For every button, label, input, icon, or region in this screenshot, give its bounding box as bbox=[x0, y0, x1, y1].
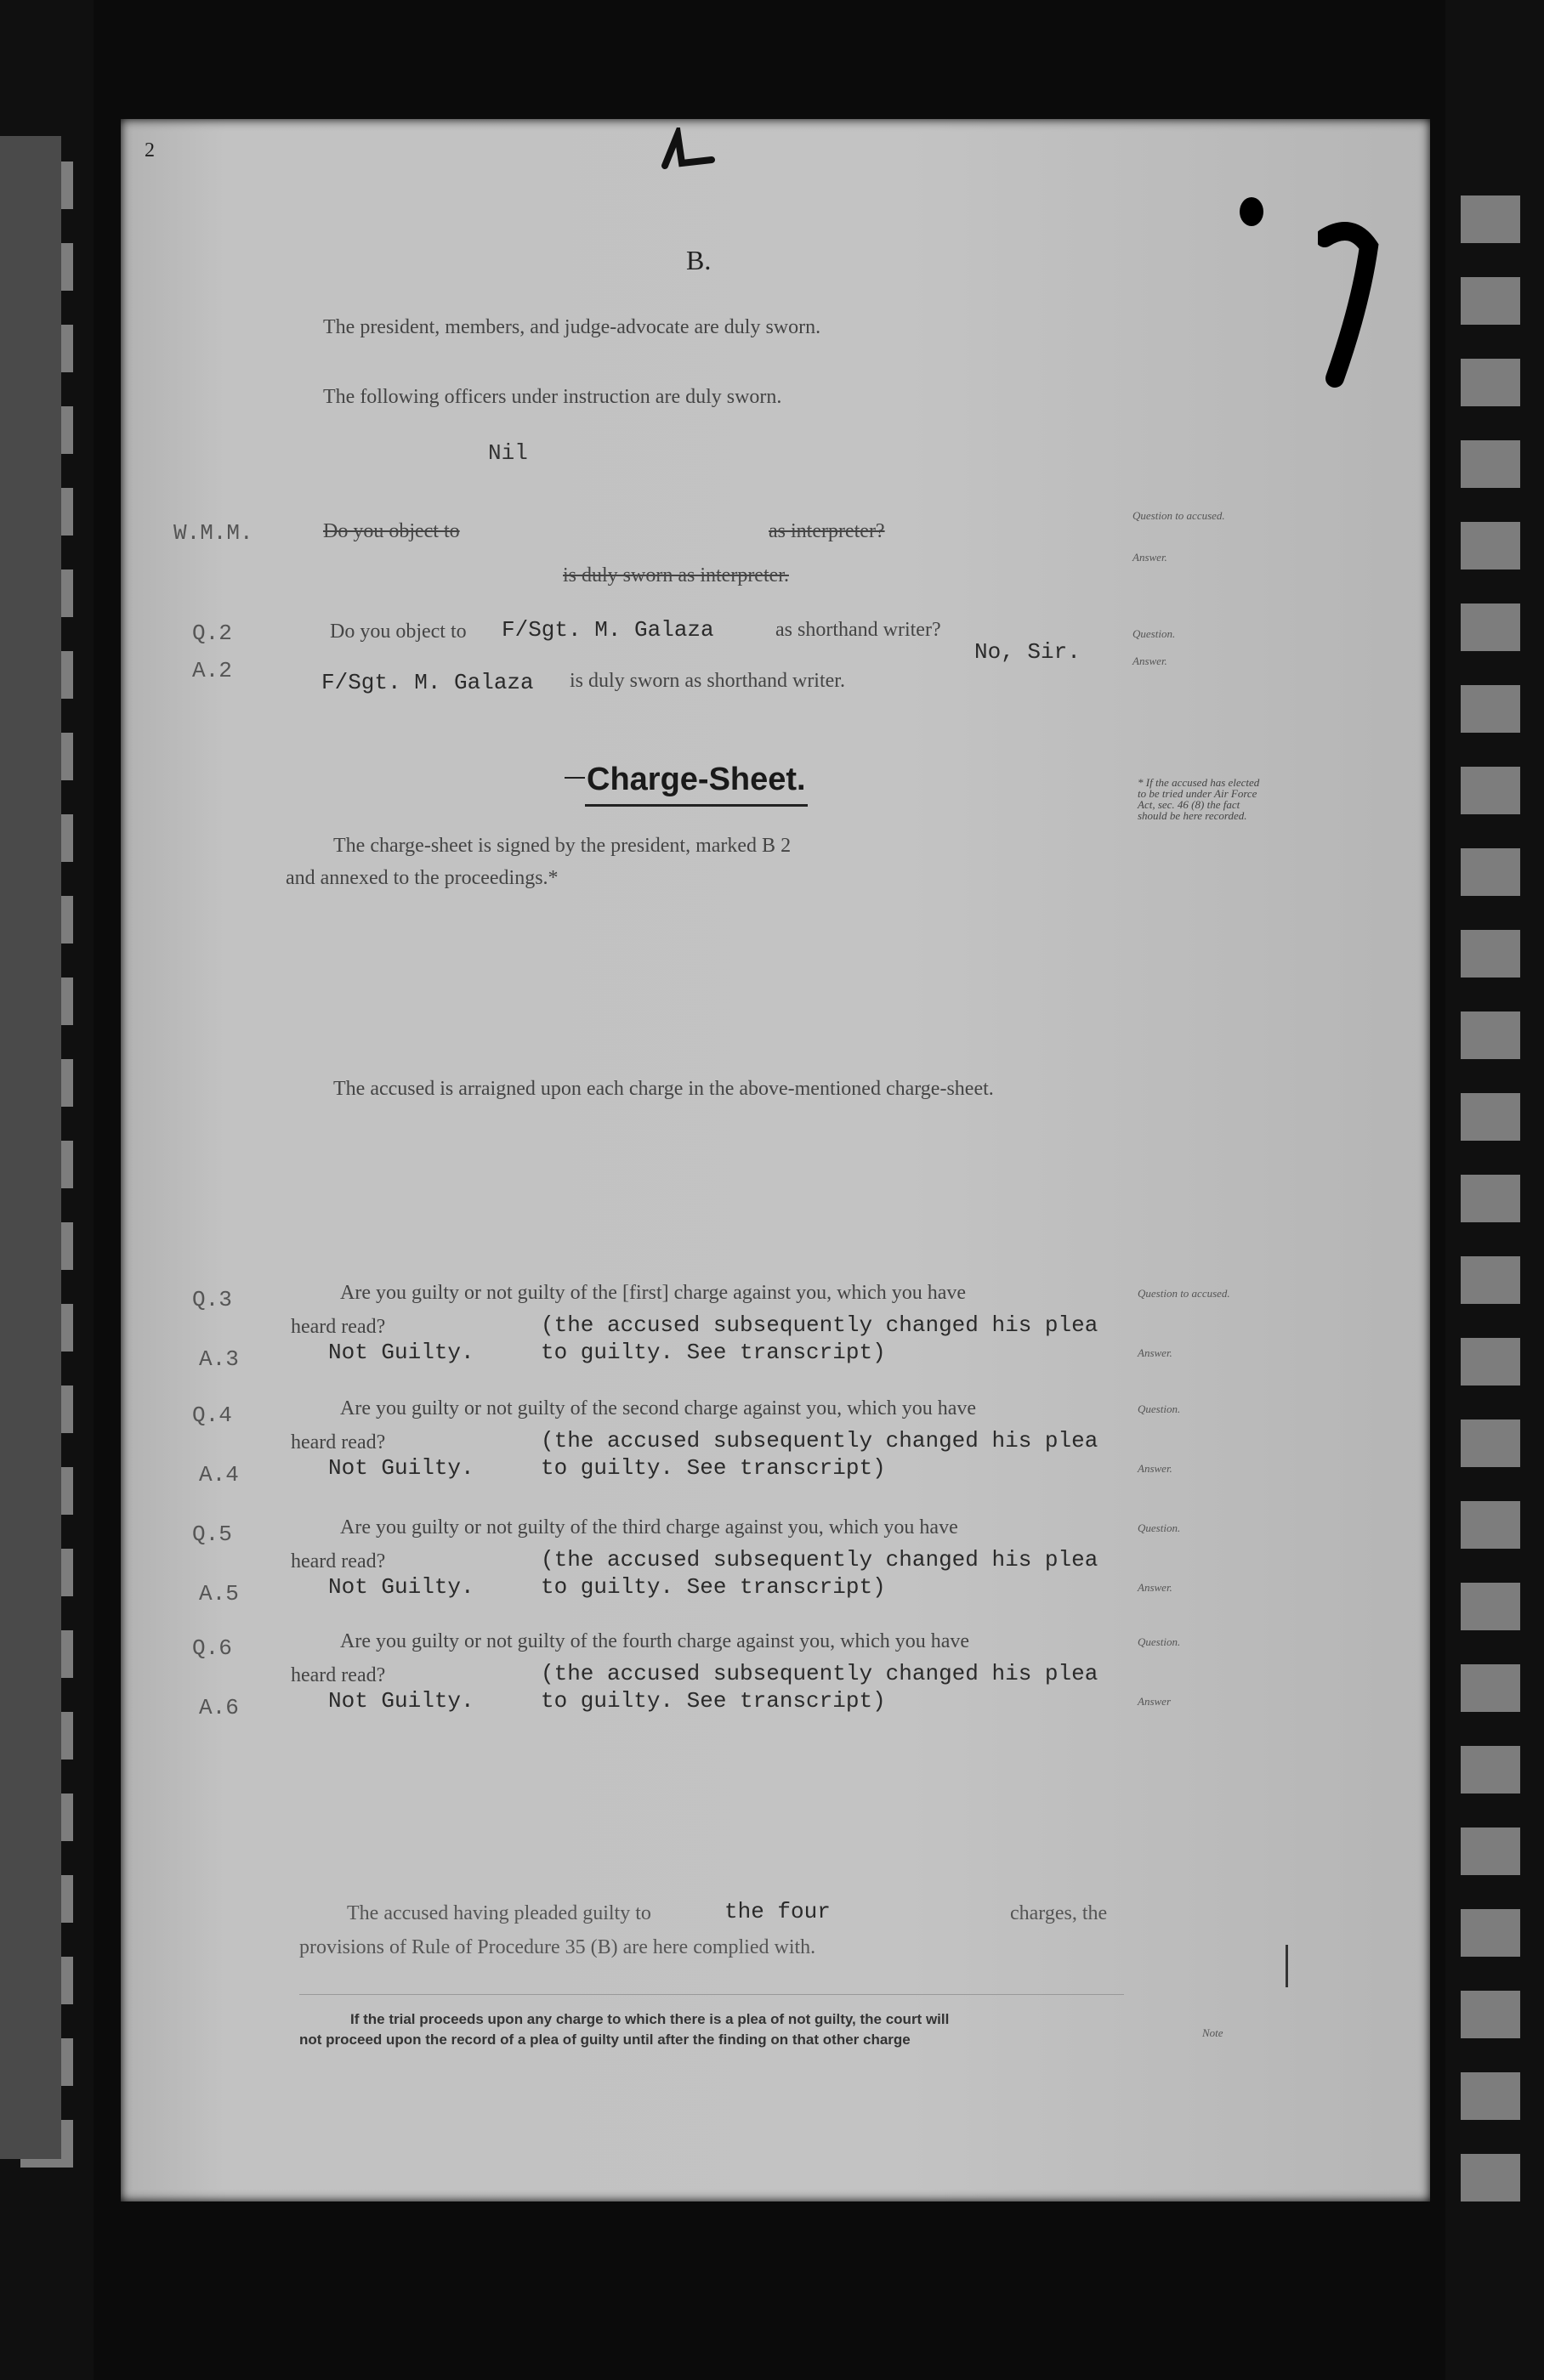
film-perforation bbox=[1461, 196, 1520, 243]
footer-side-note: Note bbox=[1202, 2026, 1223, 2039]
footer-note-line-2: not proceed upon the record of a plea of guilty until after the finding on that other charge bbox=[299, 2032, 911, 2048]
charge-side-question: Question. bbox=[1138, 1635, 1181, 1648]
charge-question: Are you guilty or not guilty of the third charge against you, which you have bbox=[340, 1516, 958, 1538]
film-perforation bbox=[1461, 2072, 1520, 2120]
film-perforation bbox=[1461, 848, 1520, 896]
film-perforation bbox=[1461, 1012, 1520, 1059]
charge-side-question: Question. bbox=[1138, 1522, 1181, 1534]
film-perforation bbox=[1461, 1175, 1520, 1222]
pleaded-value: the four bbox=[724, 1899, 831, 1924]
charge-side-answer: Answer. bbox=[1138, 1346, 1172, 1359]
charge-sheet-line-2: and annexed to the proceedings.* bbox=[286, 867, 559, 889]
charge-a-label: A.5 bbox=[199, 1581, 239, 1606]
officers-value: Nil bbox=[488, 440, 528, 466]
charge-answer: Not Guilty. bbox=[328, 1574, 474, 1600]
charge-side-answer: Answer bbox=[1138, 1695, 1171, 1708]
film-perforation bbox=[1461, 1338, 1520, 1386]
section-letter: B. bbox=[686, 245, 712, 275]
interpreter-label: W.M.M. bbox=[173, 520, 253, 546]
film-perforation bbox=[1461, 522, 1520, 570]
film-perforation bbox=[1461, 1093, 1520, 1141]
handwritten-mark-icon bbox=[648, 128, 724, 178]
film-perforation bbox=[1461, 1583, 1520, 1630]
charge-plea-note-1: (the accused subsequently changed his plea bbox=[541, 1428, 1098, 1454]
film-perforation bbox=[1461, 604, 1520, 651]
charge-plea-note-1: (the accused subsequently changed his plea bbox=[541, 1547, 1098, 1572]
charge-plea-note-2: to guilty. See transcript) bbox=[541, 1455, 886, 1481]
handwritten-seven-icon bbox=[1318, 221, 1386, 391]
film-perforation bbox=[1461, 767, 1520, 814]
pleaded-line-2: provisions of Rule of Procedure 35 (B) are here complied with. bbox=[299, 1936, 816, 1958]
footer-note-line-1: If the trial proceeds upon any charge to which there is a plea of not guilty, the court will bbox=[350, 2011, 950, 2027]
charge-answer: Not Guilty. bbox=[328, 1340, 474, 1365]
arraigned-text: The accused is arraigned upon each charge in the above-mentioned charge-sheet. bbox=[333, 1078, 994, 1100]
title-underline bbox=[585, 804, 808, 807]
interpreter-question-a: Do you object to bbox=[323, 520, 460, 542]
charge-heard-read: heard read? bbox=[291, 1550, 386, 1572]
charge-plea-note-1: (the accused subsequently changed his plea bbox=[541, 1661, 1098, 1686]
title-dash bbox=[565, 777, 585, 779]
charge-answer: Not Guilty. bbox=[328, 1688, 474, 1714]
film-perforation bbox=[1461, 1746, 1520, 1794]
charge-side-answer: Answer. bbox=[1138, 1462, 1172, 1475]
charge-side-question: Question. bbox=[1138, 1402, 1181, 1415]
interpreter-question-b: as interpreter? bbox=[769, 520, 885, 542]
film-strip-right bbox=[1445, 0, 1544, 2380]
charge-q-label: Q.6 bbox=[192, 1635, 232, 1661]
shorthand-side-answer: Answer. bbox=[1132, 654, 1167, 667]
film-perforation bbox=[1461, 2154, 1520, 2202]
charge-question: Are you guilty or not guilty of the [first] charge against you, which you have bbox=[340, 1282, 967, 1304]
q2-label: Q.2 bbox=[192, 620, 232, 646]
shorthand-question-b: as shorthand writer? bbox=[775, 619, 941, 641]
film-perforation bbox=[1461, 1828, 1520, 1875]
charge-side-question: Question to accused. bbox=[1138, 1287, 1230, 1300]
shorthand-question-a: Do you object to bbox=[330, 620, 467, 643]
film-perforation bbox=[1461, 1664, 1520, 1712]
film-perforation bbox=[1461, 930, 1520, 978]
charge-plea-note-1: (the accused subsequently changed his plea bbox=[541, 1312, 1098, 1338]
shorthand-writer: F/Sgt. M. Galaza bbox=[502, 617, 714, 643]
pleaded-text-a: The accused having pleaded guilty to bbox=[347, 1902, 651, 1924]
film-perforation bbox=[1461, 440, 1520, 488]
charge-a-label: A.3 bbox=[199, 1346, 239, 1372]
charge-answer: Not Guilty. bbox=[328, 1455, 474, 1481]
shorthand-side-question: Question. bbox=[1132, 627, 1176, 640]
sworn-line-2: The following officers under instruction are duly sworn. bbox=[323, 386, 782, 408]
charge-plea-note-2: to guilty. See transcript) bbox=[541, 1688, 886, 1714]
footer-divider bbox=[299, 1994, 1124, 1995]
pleaded-text-b: charges, the bbox=[1010, 1902, 1108, 1924]
film-perforation bbox=[1461, 1909, 1520, 1957]
interpreter-side-answer: Answer. bbox=[1132, 551, 1167, 564]
charge-question: Are you guilty or not guilty of the fourth charge against you, which you have bbox=[340, 1630, 970, 1652]
film-perforation bbox=[1461, 1501, 1520, 1549]
a2-label: A.2 bbox=[192, 658, 232, 683]
punch-hole-icon bbox=[1240, 197, 1263, 226]
interpreter-sworn: is duly sworn as interpreter. bbox=[563, 564, 789, 586]
charge-a-label: A.4 bbox=[199, 1462, 239, 1488]
film-perforation bbox=[1461, 1420, 1520, 1467]
adjacent-page-edge bbox=[0, 136, 61, 2159]
charge-sheet-side-note: * If the accused has elected to be tried under Air Force Act, sec. 46 (8) the fact should be here recorded. bbox=[1138, 776, 1260, 822]
sworn-line-1: The president, members, and judge-advocate are duly sworn. bbox=[323, 316, 821, 338]
charge-sheet-line-1: The charge-sheet is signed by the president, marked B 2 bbox=[333, 835, 792, 857]
page-number: 2 bbox=[145, 139, 155, 162]
charge-heard-read: heard read? bbox=[291, 1316, 386, 1338]
interpreter-side-question: Question to accused. bbox=[1132, 509, 1225, 522]
charge-heard-read: heard read? bbox=[291, 1431, 386, 1454]
document-page bbox=[121, 119, 1430, 2202]
charge-q-label: Q.5 bbox=[192, 1522, 232, 1547]
charge-q-label: Q.3 bbox=[192, 1287, 232, 1312]
film-perforation bbox=[1461, 1256, 1520, 1304]
film-perforation bbox=[1461, 277, 1520, 325]
sworn-writer-text: is duly sworn as shorthand writer. bbox=[570, 670, 845, 692]
film-perforation bbox=[1461, 1991, 1520, 2038]
pencil-mark bbox=[1286, 1945, 1288, 1987]
sworn-writer: F/Sgt. M. Galaza bbox=[321, 670, 534, 695]
shorthand-answer: No, Sir. bbox=[974, 639, 1081, 665]
charge-sheet-title: Charge-Sheet. bbox=[587, 762, 806, 797]
charge-plea-note-2: to guilty. See transcript) bbox=[541, 1340, 886, 1365]
film-perforation bbox=[1461, 359, 1520, 406]
charge-a-label: A.6 bbox=[199, 1695, 239, 1720]
charge-heard-read: heard read? bbox=[291, 1664, 386, 1686]
charge-plea-note-2: to guilty. See transcript) bbox=[541, 1574, 886, 1600]
film-perforation bbox=[1461, 685, 1520, 733]
charge-question: Are you guilty or not guilty of the second charge against you, which you have bbox=[340, 1397, 977, 1420]
charge-side-answer: Answer. bbox=[1138, 1581, 1172, 1594]
charge-q-label: Q.4 bbox=[192, 1402, 232, 1428]
